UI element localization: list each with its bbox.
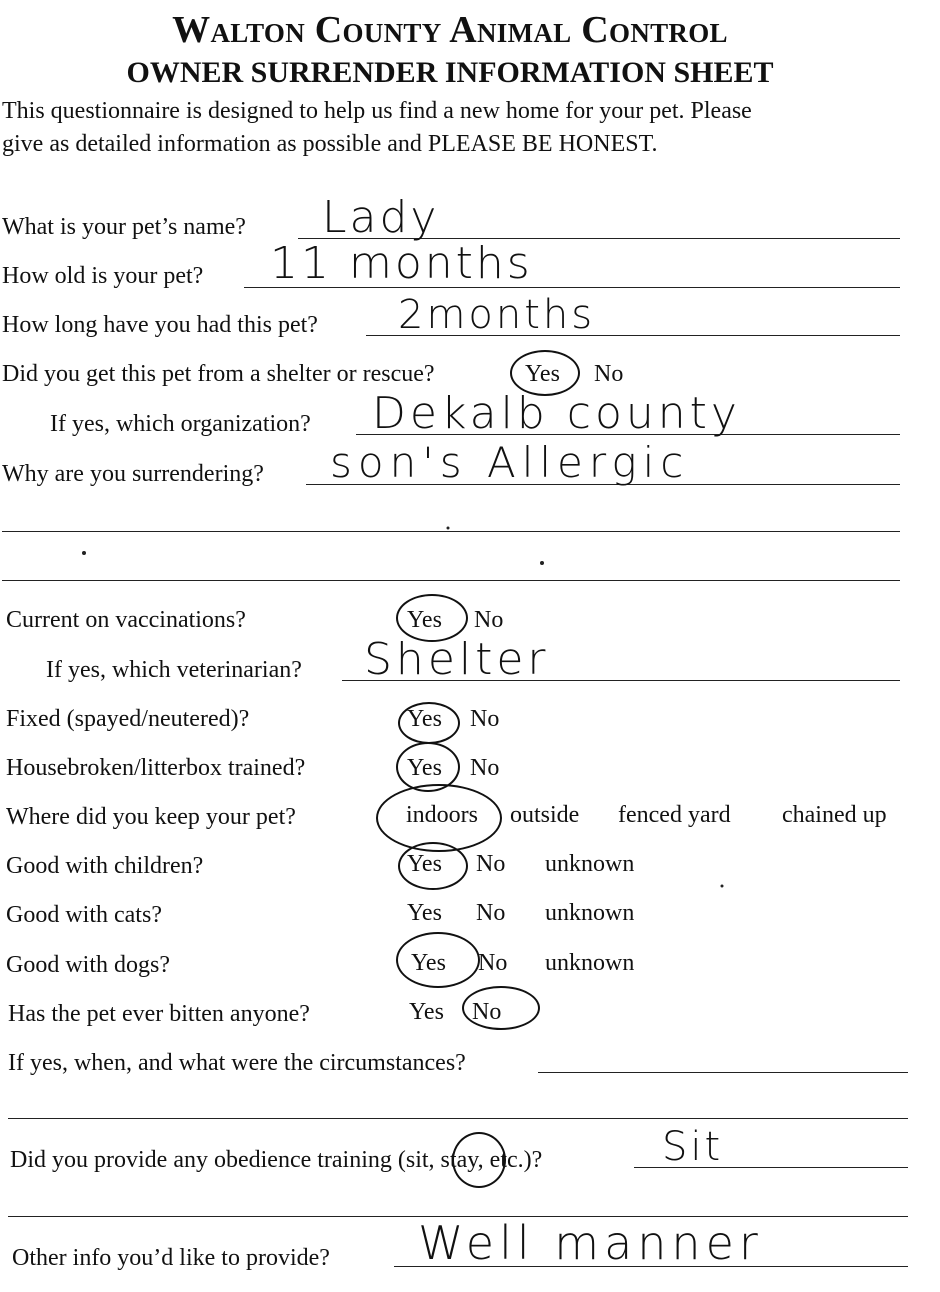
dogs-no[interactable]: No <box>478 950 508 976</box>
training-label: Did you provide any obedience training (sit, stay, etc.)? <box>10 1147 543 1173</box>
pet-age-answer[interactable]: 11 months <box>270 238 533 289</box>
kept-fenced-yard[interactable]: fenced yard <box>618 802 731 828</box>
intro-line-2: give as detailed information as possible and PLEASE BE HONEST. <box>2 131 658 157</box>
vaccinations-label: Current on vaccinations? <box>6 607 246 633</box>
cats-unknown[interactable]: unknown <box>545 900 635 926</box>
housebroken-no[interactable]: No <box>470 755 500 781</box>
fixed-no[interactable]: No <box>470 706 500 732</box>
fixed-yes[interactable]: Yes <box>407 706 442 732</box>
training-answer[interactable]: Sit <box>662 1124 724 1170</box>
cats-no[interactable]: No <box>476 900 506 926</box>
intro-line-1: This questionnaire is designed to help us find a new home for your pet. Please <box>2 98 752 124</box>
organization-answer[interactable]: Dekalb county <box>372 388 741 439</box>
fixed-label: Fixed (spayed/neutered)? <box>6 706 250 732</box>
dogs-label: Good with dogs? <box>6 952 170 978</box>
vaccinations-yes[interactable]: Yes <box>407 607 442 633</box>
housebroken-label: Housebroken/litterbox trained? <box>6 755 306 781</box>
from-shelter-yes[interactable]: Yes <box>525 361 560 387</box>
surrender-reason-answer[interactable]: son's Allergic <box>330 438 690 487</box>
housebroken-yes[interactable]: Yes <box>407 755 442 781</box>
dogs-unknown[interactable]: unknown <box>545 950 635 976</box>
children-label: Good with children? <box>6 853 204 879</box>
children-yes[interactable]: Yes <box>407 851 442 877</box>
form-subtitle: OWNER SURRENDER INFORMATION SHEET <box>126 56 774 89</box>
form-title: Walton County Animal Control <box>172 9 728 51</box>
children-no[interactable]: No <box>476 851 506 877</box>
dogs-yes[interactable]: Yes <box>411 950 446 976</box>
time-owned-answer[interactable]: 2months <box>398 292 596 338</box>
organization-label: If yes, which organization? <box>50 411 311 437</box>
surrender-reason-label: Why are you surrendering? <box>2 461 264 487</box>
kept-chained-up[interactable]: chained up <box>782 802 887 828</box>
veterinarian-label: If yes, which veterinarian? <box>46 657 302 683</box>
pet-age-label: How old is your pet? <box>2 263 204 289</box>
time-owned-label: How long have you had this pet? <box>2 312 318 338</box>
children-unknown[interactable]: unknown <box>545 851 635 877</box>
bitten-label: Has the pet ever bitten anyone? <box>8 1001 310 1027</box>
cats-yes[interactable]: Yes <box>407 900 442 926</box>
kept-indoors[interactable]: indoors <box>406 802 478 828</box>
circumstances-label: If yes, when, and what were the circumstances? <box>8 1050 466 1076</box>
other-info-label: Other info you’d like to provide? <box>12 1245 330 1271</box>
bitten-no[interactable]: No <box>472 999 502 1025</box>
kept-label: Where did you keep your pet? <box>6 804 296 830</box>
kept-outside[interactable]: outside <box>510 802 580 828</box>
from-shelter-no[interactable]: No <box>594 361 624 387</box>
vaccinations-no[interactable]: No <box>474 607 504 633</box>
cats-label: Good with cats? <box>6 902 162 928</box>
pet-name-answer[interactable]: Lady <box>322 192 440 243</box>
veterinarian-answer[interactable]: Shelter <box>364 634 550 685</box>
from-shelter-label: Did you get this pet from a shelter or rescue? <box>2 361 435 387</box>
pet-name-label: What is your pet’s name? <box>2 214 246 240</box>
bitten-yes[interactable]: Yes <box>409 999 444 1025</box>
other-info-answer[interactable]: Well manner <box>418 1216 763 1270</box>
